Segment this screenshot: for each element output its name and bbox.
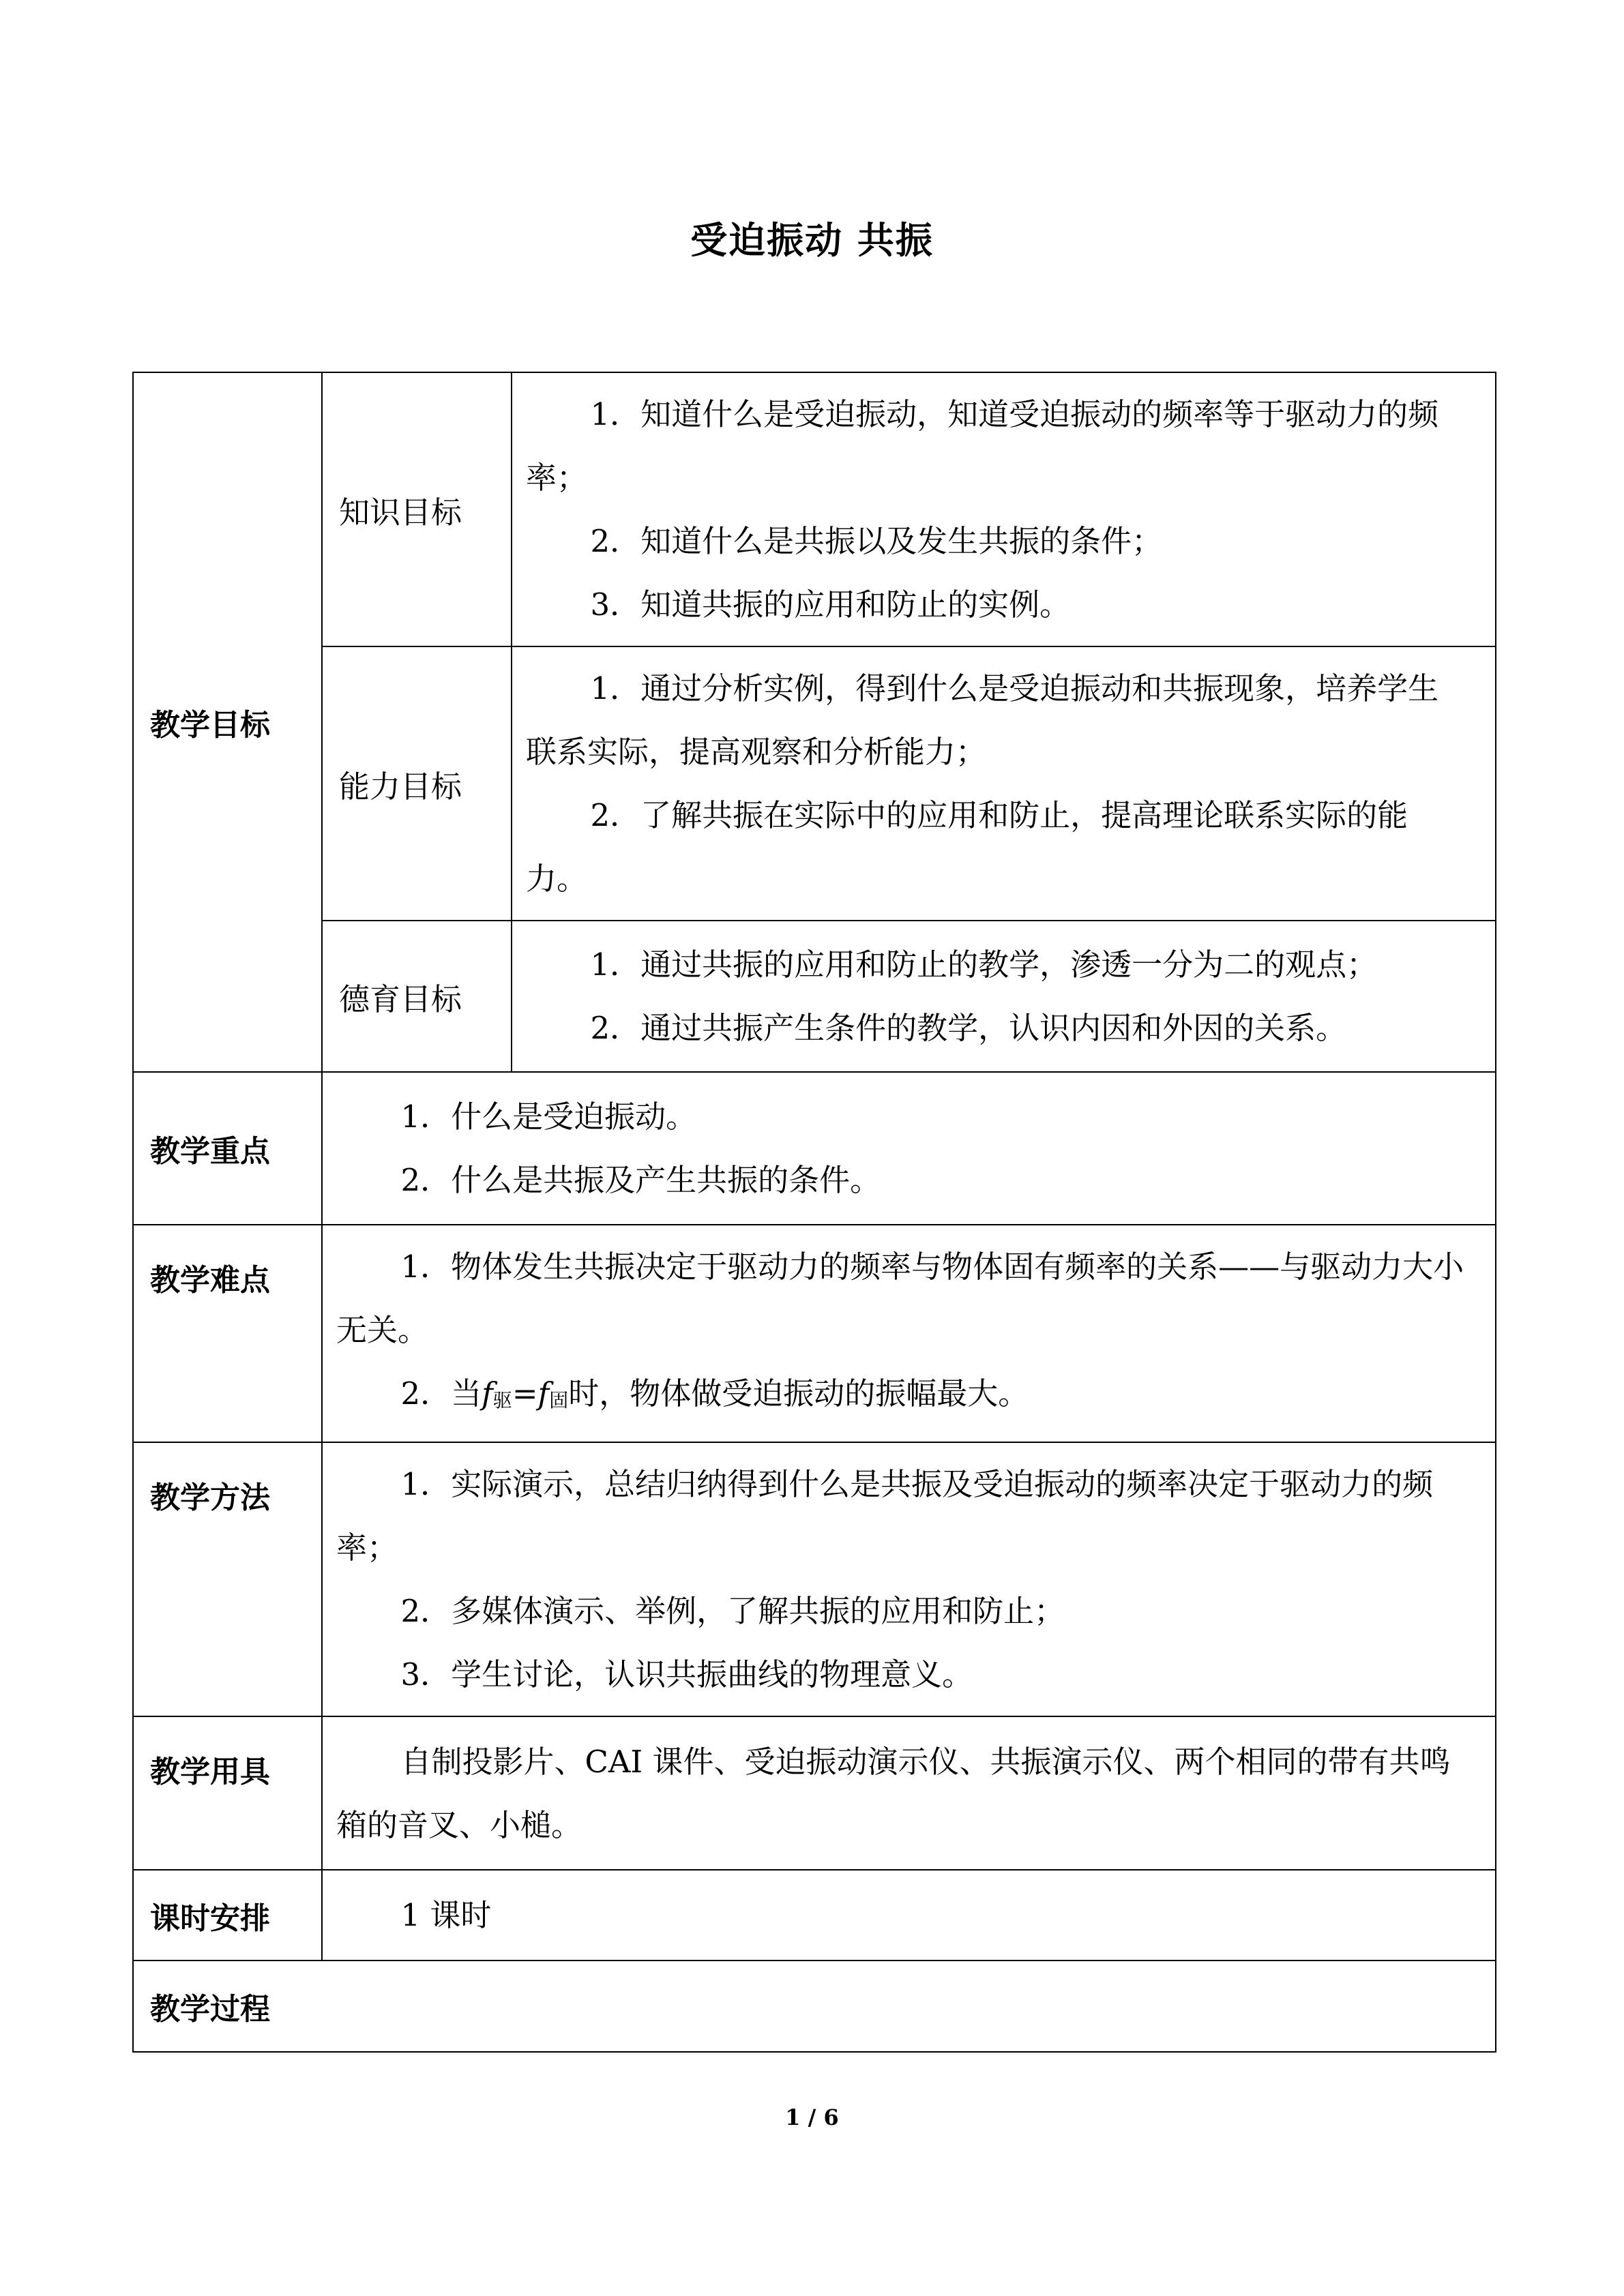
key-points-header: 教学重点	[133, 1072, 322, 1225]
difficulties-content	[322, 1225, 1496, 1442]
knowledge-objective-item: 2．知道什么是共振以及发生共振的条件；	[590, 523, 1163, 559]
ability-objective-item: 2．了解共振在实际中的应用和防止，提高理论联系实际的能力。	[526, 797, 1408, 897]
lesson-plan-table	[132, 372, 1496, 2053]
ability-objectives-content	[512, 646, 1496, 921]
ability-objective-item: 1．通过分析实例，得到什么是受迫振动和共振现象，培养学生联系实际，提高观察和分析能力；	[526, 670, 1439, 770]
tools-content	[322, 1716, 1496, 1870]
moral-objectives-content	[512, 921, 1496, 1072]
difficulty-item-formula: 2．当$f_驱=f_固$时，物体做受迫振动的振幅最大。	[400, 1375, 1029, 1412]
objectives-header: 教学目标	[133, 372, 322, 1072]
method-item: 2．多媒体演示、举例，了解共振的应用和防止；	[400, 1593, 1065, 1629]
row-knowledge-objectives	[133, 372, 1496, 646]
row-key-points	[133, 1072, 1496, 1225]
schedule-header: 课时安排	[133, 1870, 322, 1960]
knowledge-objectives-label: 知识目标	[322, 372, 512, 646]
page-number: 1 / 6	[785, 2104, 839, 2130]
schedule-text: 1 课时	[400, 1897, 492, 1933]
ability-objectives-label: 能力目标	[322, 646, 512, 921]
knowledge-objectives-content	[512, 372, 1496, 646]
tools-text: 自制投影片、CAI 课件、受迫振动演示仪、共振演示仪、两个相同的带有共鸣箱的音叉、小槌。	[336, 1743, 1451, 1843]
row-methods	[133, 1442, 1496, 1716]
knowledge-objective-item: 3．知道共振的应用和防止的实例。	[590, 586, 1071, 623]
method-item: 1．实际演示，总结归纳得到什么是共振及受迫振动的频率决定于驱动力的频率；	[336, 1466, 1434, 1566]
key-points-content	[322, 1072, 1496, 1225]
methods-content	[322, 1442, 1496, 1716]
key-point-item: 1．什么是受迫振动。	[400, 1099, 697, 1135]
methods-header: 教学方法	[133, 1442, 322, 1716]
row-tools	[133, 1716, 1496, 1870]
row-process	[133, 1960, 1496, 2052]
row-schedule	[133, 1870, 1496, 1960]
knowledge-objective-item: 1．知道什么是受迫振动，知道受迫振动的频率等于驱动力的频率；	[526, 396, 1439, 496]
key-point-item: 2．什么是共振及产生共振的条件。	[400, 1162, 881, 1198]
difficulties-header: 教学难点	[133, 1225, 322, 1442]
tools-header: 教学用具	[133, 1716, 322, 1870]
document-title: 受迫振动 共振	[690, 219, 934, 262]
schedule-content	[322, 1870, 1496, 1960]
row-difficulties	[133, 1225, 1496, 1442]
process-header: 教学过程	[133, 1960, 1496, 2052]
row-moral-objectives	[133, 921, 1496, 1072]
method-item: 3．学生讨论，认识共振曲线的物理意义。	[400, 1656, 973, 1693]
moral-objective-item: 2．通过共振产生条件的教学，认识内因和外因的关系。	[590, 1010, 1347, 1046]
moral-objective-item: 1．通过共振的应用和防止的教学，渗透一分为二的观点；	[590, 946, 1378, 983]
difficulty-item: 1．物体发生共振决定于驱动力的频率与物体固有频率的关系——与驱动力大小无关。	[336, 1249, 1464, 1348]
row-ability-objectives	[133, 646, 1496, 921]
moral-objectives-label: 德育目标	[322, 921, 512, 1072]
